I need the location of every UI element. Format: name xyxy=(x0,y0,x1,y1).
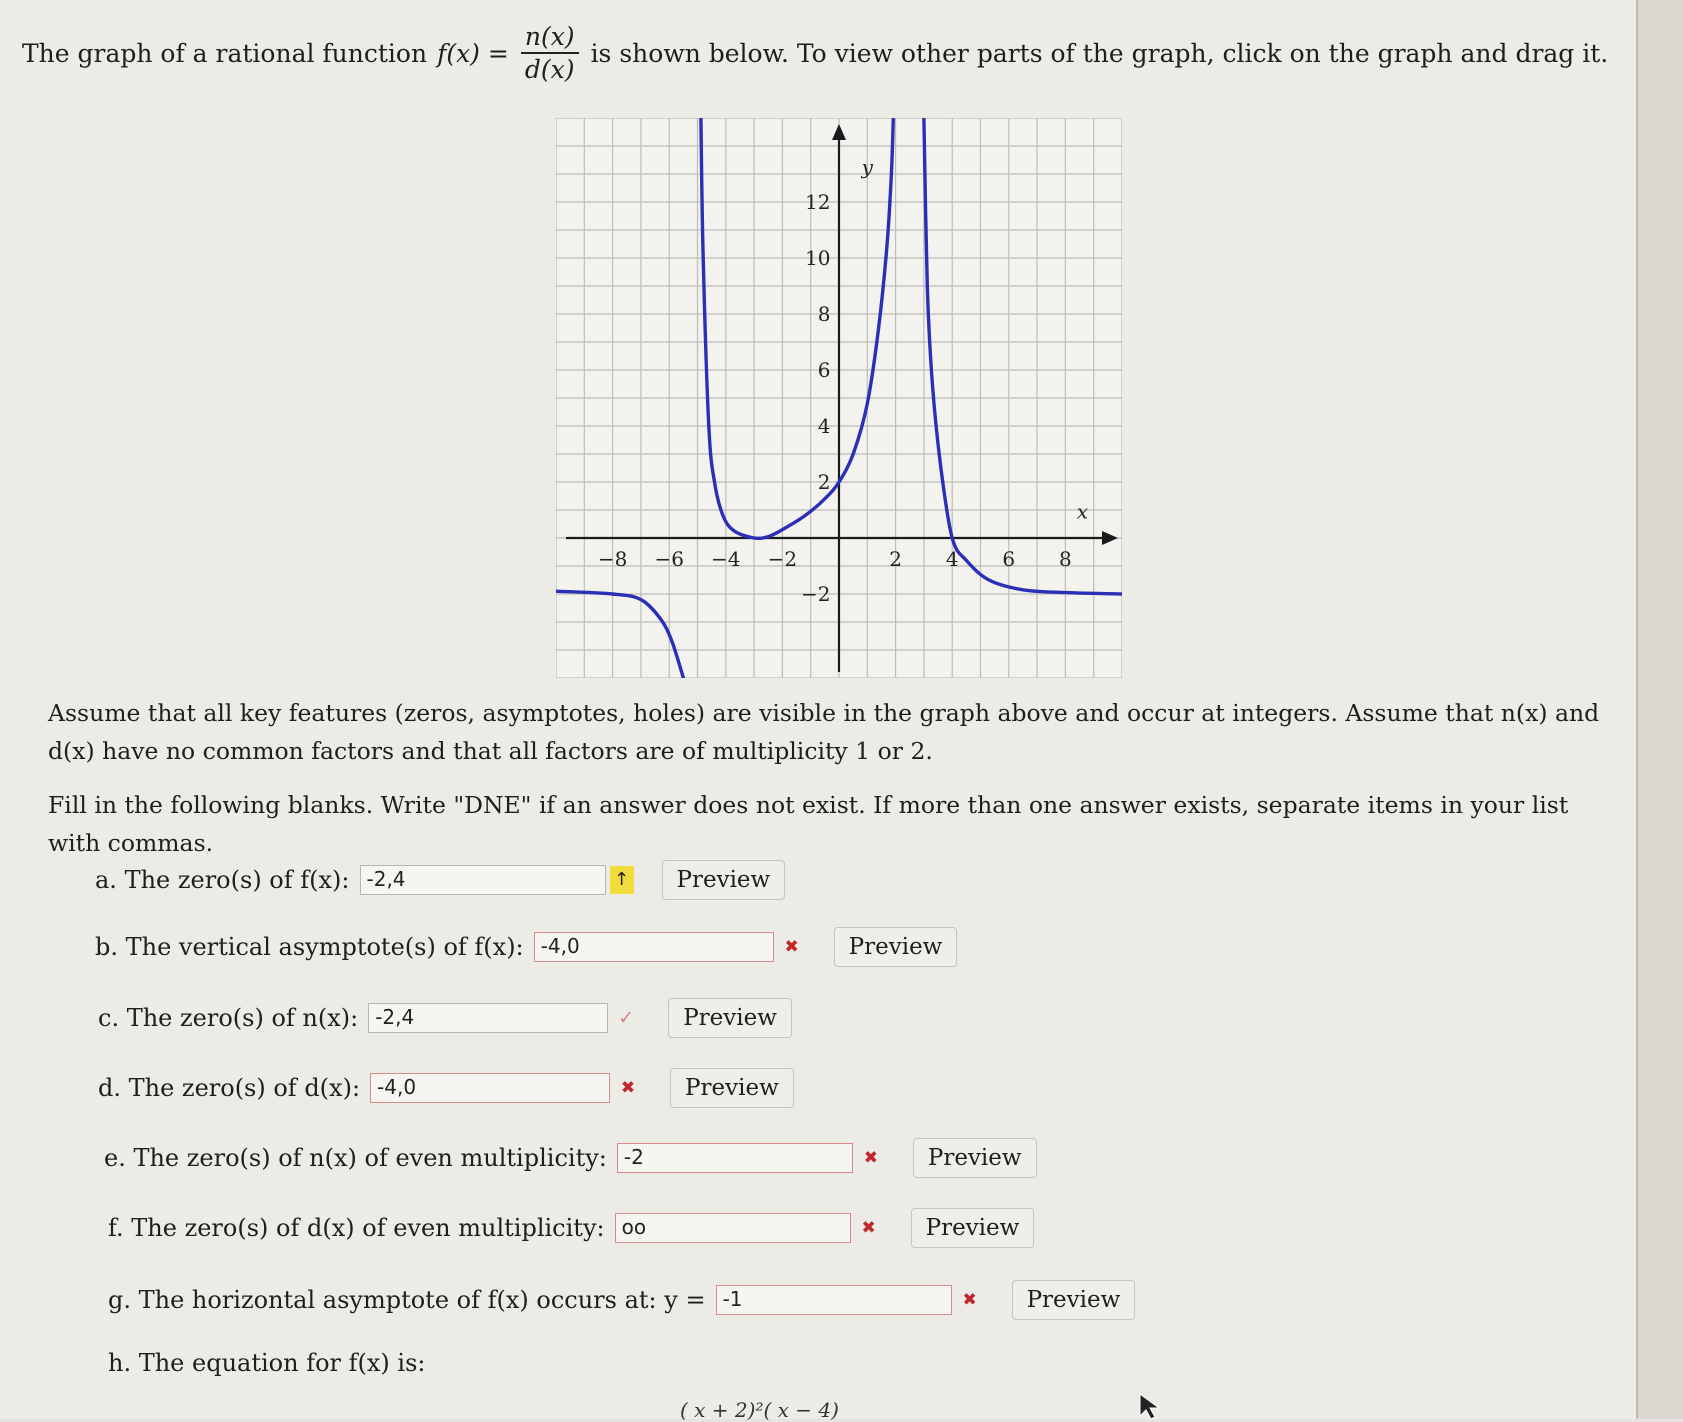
assumption-text: Assume that all key features (zeros, asymptotes, holes) are visible in the graph above and occur at integers. Assume that n(x) and d(x) have no common factors and that all factors are of multiplicity 1 or 2. xyxy=(48,699,1600,765)
incorrect-icon: ✖ xyxy=(962,1290,977,1310)
y-tick-label: 4 xyxy=(817,414,831,438)
instructions-text: Fill in the following blanks. Write "DNE" if an answer does not exist. If more than one answer exists, separate items in your list with commas. xyxy=(48,791,1569,857)
y-tick-label: 8 xyxy=(817,302,831,326)
question-f xyxy=(108,1208,1034,1248)
question-h xyxy=(108,1349,435,1377)
y-tick-label: 10 xyxy=(805,246,831,270)
question-a-label: a. The zero(s) of f(x): xyxy=(95,866,350,894)
question-e-label: e. The zero(s) of n(x) of even multiplicity: xyxy=(104,1144,607,1172)
graph-svg[interactable] xyxy=(556,118,1122,678)
question-e xyxy=(104,1138,1037,1178)
question-c-label: c. The zero(s) of n(x): xyxy=(98,1004,359,1032)
x-tick-label: −8 xyxy=(597,547,628,571)
preview-button-f[interactable]: Preview xyxy=(911,1208,1035,1248)
answer-c-input[interactable]: -2,4 xyxy=(368,1003,608,1033)
y-axis-arrow-icon xyxy=(832,124,846,140)
curve-branch-3 xyxy=(924,118,1122,594)
question-f-label: f. The zero(s) of d(x) of even multiplicity: xyxy=(108,1214,605,1242)
function-graph[interactable] xyxy=(556,118,1122,678)
y-tick-label: −2 xyxy=(801,582,831,606)
y-tick-label: 6 xyxy=(817,358,831,382)
x-tick-label: 2 xyxy=(889,547,902,571)
x-tick-label: 4 xyxy=(945,547,959,571)
intro-prefix: The graph of a rational function xyxy=(22,39,428,69)
problem-intro xyxy=(22,22,1608,86)
question-g xyxy=(108,1280,1135,1320)
incorrect-icon: ✖ xyxy=(784,937,799,957)
y-tick-label: 12 xyxy=(805,190,831,214)
x-tick-label: 6 xyxy=(1002,547,1016,571)
answer-e-input[interactable]: -2 xyxy=(617,1143,853,1173)
curve-branch-2 xyxy=(701,118,893,538)
question-b-label: b. The vertical asymptote(s) of f(x): xyxy=(95,933,524,961)
rational-fraction xyxy=(521,22,579,86)
x-tick-label: −6 xyxy=(654,547,684,571)
preview-button-d[interactable]: Preview xyxy=(670,1068,794,1108)
question-a xyxy=(95,860,785,900)
y-axis-label: y xyxy=(861,155,873,179)
question-g-label: g. The horizontal asymptote of f(x) occurs at: y = xyxy=(108,1286,706,1314)
arrow-up-icon[interactable]: ↑ xyxy=(610,866,634,894)
question-d xyxy=(98,1068,794,1108)
intro-fx: f(x) = xyxy=(437,39,509,69)
mouse-cursor-icon xyxy=(1138,1392,1166,1420)
answer-b-input[interactable]: -4,0 xyxy=(534,932,774,962)
x-tick-label: 8 xyxy=(1059,547,1072,571)
preview-button-b[interactable]: Preview xyxy=(834,927,958,967)
answer-g-input[interactable]: -1 xyxy=(716,1285,952,1315)
question-c xyxy=(98,998,792,1038)
curve-branch-1 xyxy=(556,591,683,678)
incorrect-icon: ✖ xyxy=(861,1218,876,1238)
preview-button-e[interactable]: Preview xyxy=(913,1138,1037,1178)
answer-f-input[interactable]: oo xyxy=(615,1213,851,1243)
x-axis-label: x xyxy=(1076,499,1089,524)
question-d-label: d. The zero(s) of d(x): xyxy=(98,1074,361,1102)
answer-a-input[interactable]: -2,4 xyxy=(360,865,606,895)
preview-button-c[interactable]: Preview xyxy=(668,998,792,1038)
preview-button-g[interactable]: Preview xyxy=(1012,1280,1136,1320)
correct-check-icon: ✓ xyxy=(618,1007,635,1029)
question-h-label: h. The equation for f(x) is: xyxy=(108,1349,426,1377)
x-axis-arrow-icon xyxy=(1102,531,1118,545)
partial-equation-text: ( x + 2)²( x − 4) xyxy=(680,1398,839,1422)
intro-suffix: is shown below. To view other parts of the graph, click on the graph and drag it. xyxy=(590,39,1609,69)
y-tick-label: 2 xyxy=(817,470,831,494)
page-gutter xyxy=(1636,0,1683,1419)
preview-button-a[interactable]: Preview xyxy=(662,860,786,900)
x-tick-label: −2 xyxy=(767,547,798,571)
answer-d-input[interactable]: -4,0 xyxy=(370,1073,610,1103)
incorrect-icon: ✖ xyxy=(863,1148,878,1168)
incorrect-icon: ✖ xyxy=(620,1078,636,1098)
x-tick-label: −4 xyxy=(711,547,741,571)
fraction-denominator: d(x) xyxy=(524,54,575,84)
question-b xyxy=(95,927,957,967)
fraction-numerator: n(x) xyxy=(524,22,575,51)
